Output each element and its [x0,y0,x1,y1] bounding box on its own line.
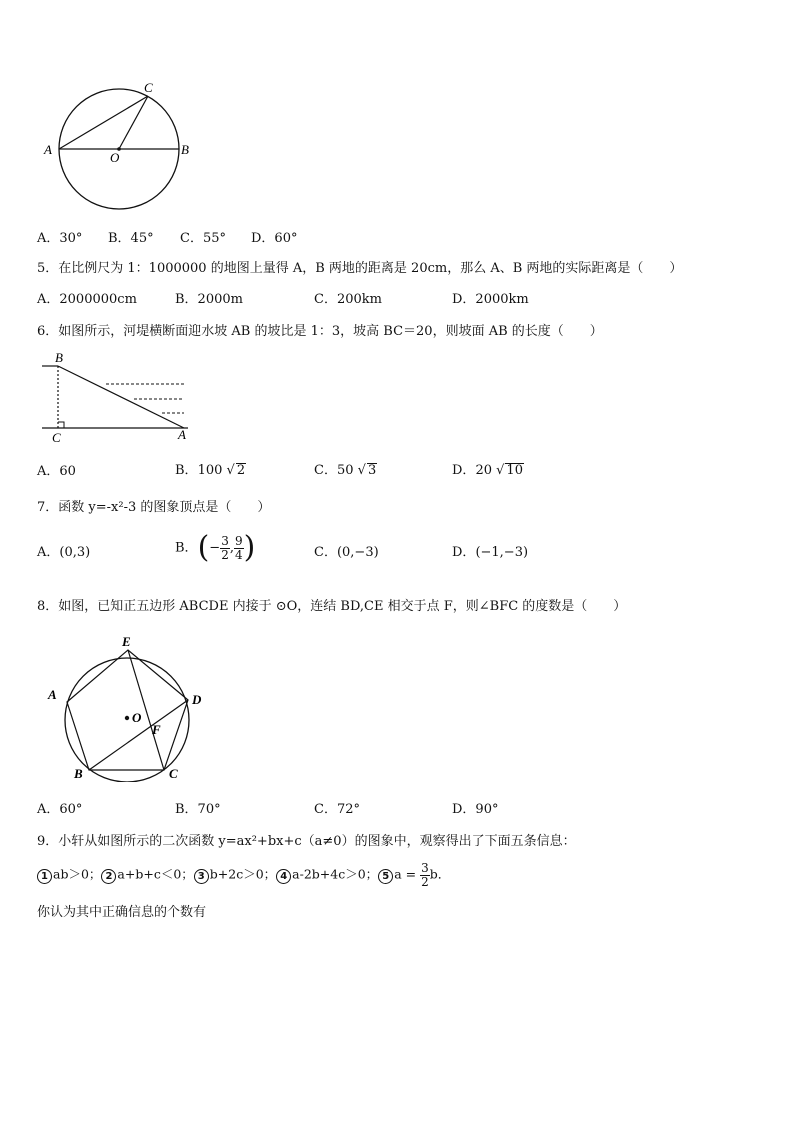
q5-option-b[interactable]: B．2000m [175,292,243,307]
q6-option-b-prefix: B． [175,463,198,478]
q7-option-d[interactable] [452,546,528,559]
q9-prompt-text: 你认为其中正确信息的个数有 [37,905,207,920]
q9-item-3-text: b+2c＞0； [209,866,277,882]
q9-item-5-number: 5 [378,869,393,884]
q6-label-c: C [52,430,61,445]
q6-option-b-radicand: 2 [236,463,246,478]
q8-option-a[interactable]: A．60° [37,802,83,817]
q7-question-text: 7．函数 y=-x²-3 的图象顶点是（ ） [37,500,271,515]
q6-option-a-value: 60 [59,464,76,479]
q6-slope-figure [38,350,198,445]
q8-label-c: C [169,766,178,781]
q7-option-b[interactable] [175,530,256,565]
q8-pentagon-figure [40,632,215,782]
q7-option-c-value: (0,−3) [336,545,379,560]
q7-option-a[interactable] [37,546,90,559]
q8-pentagon-abcde [67,650,188,770]
q9-item-4-number: 4 [276,869,291,884]
q6-option-b[interactable] [175,463,246,478]
q6-option-d[interactable] [452,463,524,478]
q6-option-d-radicand: 10 [506,463,523,478]
q9-item-3-number: 3 [194,869,209,884]
q9-item-5-numerator: 3 [421,861,429,875]
q8-option-b[interactable]: B．70° [175,802,221,817]
q4-label-o: O [110,150,120,165]
q4-circle-figure [40,78,200,223]
q6-option-c[interactable] [314,463,377,478]
q6-label-a: A [178,427,186,442]
q6-option-b-sqrt-sign: √ [226,463,235,478]
q9-item-5-text: a = [394,866,417,882]
q7-option-b-comma: , [229,540,234,556]
q8-option-c[interactable]: C．72° [314,802,360,817]
q7-option-b-sign: − [209,540,221,556]
q7-option-b-lparen: ( [197,530,210,565]
q8-question-text: 8．如图，已知正五边形 ABCDE 内接于 ⊙O，连结 BD,CE 相交于点 F，则∠BFC 的度数是（ ） [37,599,627,614]
q8-center-dot [125,716,129,720]
q7-option-c-prefix: C． [314,545,337,560]
q7-option-b-num2: 9 [234,533,243,548]
q9-item-5-denominator: 2 [421,874,429,889]
q7-option-c[interactable] [314,546,379,559]
q6-option-c-radicand: 3 [367,463,377,478]
q8-label-e: E [122,634,131,649]
q6-option-c-sqrt-sign: √ [357,463,366,478]
q5-question-text: 5．在比例尺为 1：1000000 的地图上量得 A，B 两地的距离是 20cm，那么 A、B 两地的实际距离是（ ） [37,261,683,276]
q6-option-d-sqrt-sign: √ [496,463,505,478]
q9-question-text: 9．小轩从如图所示的二次函数 y=ax²+bx+c（a≠0）的图象中，观察得出了下面五条信息： [37,834,576,849]
q6-option-a-prefix: A． [37,464,60,479]
q9-item-1-number: 1 [37,869,52,884]
q4-option-c[interactable]: C．55° [180,231,226,246]
q7-option-d-value: (−1,−3) [475,545,529,560]
q4-chord-ac [59,96,148,149]
q6-option-d-value: 20 [475,463,492,478]
q6-option-c-prefix: C． [314,463,337,478]
q6-option-c-value: 50 [336,463,354,478]
q7-option-b-den2: 4 [234,547,243,562]
q6-slope-ab [58,366,184,428]
q8-label-b: B [74,766,83,781]
q7-option-a-value: (0,3) [59,545,91,560]
q6-label-b: B [55,350,63,365]
q4-option-a[interactable]: A．30° [37,231,83,246]
q7-option-b-rparen: ) [243,530,256,565]
q7-option-b-frac2 [234,535,244,561]
q5-option-c[interactable]: C．200km [314,292,382,307]
q7-option-d-prefix: D． [452,545,476,560]
q9-item-5-tail: b． [429,866,451,882]
q9-item-5-fraction [420,862,430,888]
q4-label-b: B [181,142,189,157]
q5-option-a[interactable]: A．2000000cm [37,292,137,307]
q8-label-d: D [192,692,202,707]
q4-option-b[interactable]: B．45° [108,231,154,246]
q9-statement-list [37,862,450,888]
q4-label-c: C [144,80,153,95]
q7-option-b-den1: 2 [221,547,229,562]
q8-label-a: A [48,687,57,702]
q6-option-a[interactable] [37,465,76,478]
q9-item-1-text: ab＞0； [53,866,102,882]
q9-item-2-text: a+b+c＜0； [117,866,194,882]
q6-option-b-value: 100 [197,463,223,478]
q6-question-text: 6．如图所示，河堤横断面迎水坡 AB 的坡比是 1：3，坡高 BC＝20，则坡面 AB 的长度（ ） [37,324,603,339]
q7-option-b-frac1 [220,535,230,561]
q4-option-d[interactable]: D．60° [251,231,298,246]
q9-item-4-text: a-2b+4c＞0； [292,866,379,882]
q6-option-d-prefix: D． [452,463,476,478]
q4-label-a: A [44,142,52,157]
q7-option-a-prefix: A． [37,545,60,560]
q7-option-b-prefix: B． [175,540,198,556]
q8-label-f: F [152,722,161,737]
q8-label-o: O [132,710,142,725]
q6-right-angle-mark [58,422,64,428]
q8-option-d[interactable]: D．90° [452,802,499,817]
q9-item-2-number: 2 [101,869,116,884]
q5-option-d[interactable]: D．2000km [452,292,529,307]
q7-option-b-num1: 3 [221,533,229,548]
